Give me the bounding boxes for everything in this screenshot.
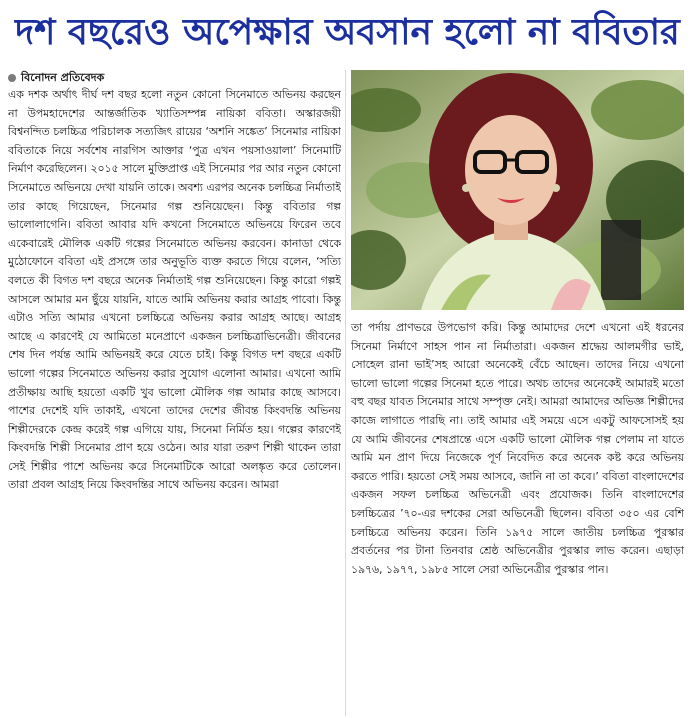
headline: দশ বছরেও অপেক্ষার অবসান হলো না ববিতার <box>15 12 680 53</box>
byline <box>8 70 104 86</box>
article-column-left: এক দশক অর্থাৎ দীর্ঘ দশ বছর হলো নতুন কোনো সিনেমাতে অভিনয় করছেন না উপমহাদেশের আন্তর্জাতিক খ্যাতিসম্পন্ন নায়িকা ববিতা। অস্কারজয়ী বিশ্বনন্দিত চলচ্চিত্র পরিচালক সত্যজিৎ রায়ের ‘অশনি সঙ্কেত’ সিনেমার নায়িকা ববিতাকে নিয়ে সর্বশেষ নারগিস আক্তার ‘পুত্র এখন পয়সাওয়ালা’ সিনেমাটি নির্মাণ করেছিলেন। ২০১৫ সালে মুক্তিপ্রাপ্ত এই সিনেমার পর আর নতুন কোনো সিনেমাতে অভিনয়ে দেখা যায়নি তাকে। অবশ্য এরপর অনেক চলচ্চিত্র নির্মাতাই তার কাছে গিয়েছেন, সিনেমার গল্প শুনিয়েছেন। কিন্তু ববিতার গল্প ভালোলাগেনি। ববিতা আবার যদি কখনো সিনেমাতে অভিনয়ে ফিরেন তবে একেবারেই মৌলিক একটি গল্পের সিনেমাতে অভিনয় করবেন। কানাডা থেকে মুঠোফোনে ববিতা এই প্রসঙ্গে তার অনুভূতি ব্যক্ত করতে গিয়ে বলেন, ‘সত্যি বলতে কী বিগত দশ বছরে অনেক নির্মাতাই গল্প শুনিয়েছেন। কিন্তু কারো গল্পই আসলে আমার মন ছুঁয়ে যায়নি, যাতে আমি অভিনয় করার আগ্রহ পাবো। কিন্তু এটাও সত্যি আমার এখনো চলচ্চিত্রে অভিনয় করার আগ্রহ আছে। আগ্রহ আছে এ কারণেই যে আমিতো মনেপ্রাণে একজন চলচ্চিত্রাভিনেত্রী। জীবনের শেষ দিন পর্যন্ত আমি অভিনয়ই করে যেতে চাই। কিন্তু বিগত দশ বছরে একটি ভালো গল্পের সিনেমাতে অভিনয় করার সুযোগ এলোনা আমার। এখনো আমি প্রতীক্ষায় আছি হয়তো একটি খুব ভালো মৌলিক গল্প আমার কাছে আসবে। পাশের দেশেই যদি তাকাই, এখনো তাদের দেশের জীবন্ত কিংবদন্তি অভিনয় শিল্পীদেরকে কেন্দ্র করেই গল্প এগিয়ে যায়, সিনেমা নির্মিত হয়। গল্পের কারণেই কিংবদন্তি শিল্পী সিনেমার প্রাণ হয়ে ওঠেন। আর যারা তরুণ শিল্পী থাকেন তারা সেই শিল্পীর পাশে অভিনয় করে সিনেমাটিকে আরো অলঙ্কৃত করে তোলেন। তারা প্রবল আগ্রহ নিয়ে কিংবদন্তির সাথে অভিনয় করেন। আমরা <box>8 88 341 492</box>
byline-text: বিনোদন প্রতিবেদক <box>21 71 105 84</box>
column-divider <box>345 70 346 716</box>
portrait-illustration <box>351 70 684 310</box>
article-column-right: তা পর্দায় প্রাণভরে উপভোগ করি। কিন্তু আমাদের দেশে এখনো এই ধরনের সিনেমা নির্মাণে সাহস পান না নির্মাতারা। একজন শ্রদ্ধেয় আলমগীর ভাই, সোহেল রানা ভাই’সহ আরো অনেকেই বেঁচে আছেন। তাদের নিয়ে এখনো ভালো ভালো গল্পের সিনেমা হতে পারে। অথচ তাদের অনেকেই আমারই মতো বহু বছর যাবত সিনেমার সাথে সম্পৃক্ত নেই। আমরা আমাদের অভিজ্ঞ শিল্পীদের কাজে লাগাতে পারছি না। তাই আমার এই সময়ে এসে একটু আফসোসই হয় যে আমি জীবনের শেষপ্রান্তে এসে একটি ভালো মৌলিক গল্প পেলাম না যাতে আমি মন প্রাণ দিয়ে নিজেকে পূর্ণ নিবেদিত করে অনেক কষ্ট করে অভিনয় করতে পারি। হয়তো সেই সময় আসবে, জানি না তা কবে।’ ববিতা বাংলাদেশের একজন সফল চলচ্চিত্র অভিনেত্রী এবং প্রযোজক। তিনি বাংলাদেশের চলচ্চিত্রের ’৭০-এর দশকের সেরা অভিনেত্রী ছিলেন। ববিতা ৩৫০ এর বেশি চলচ্চিত্রে অভিনয় করেন। তিনি ১৯৭৫ সালে জাতীয় চলচ্চিত্র পুরস্কার প্রবর্তনের পর টানা তিনবার শ্রেষ্ঠ অভিনেত্রীর পুরস্কার লাভ করেন। এছাড়া ১৯৭৬, ১৯৭৭, ১৯৮৫ সালে সেরা অভিনেত্রীর পুরস্কার পান। <box>351 321 684 576</box>
bullet-icon <box>8 74 16 82</box>
article-photo <box>351 70 684 310</box>
